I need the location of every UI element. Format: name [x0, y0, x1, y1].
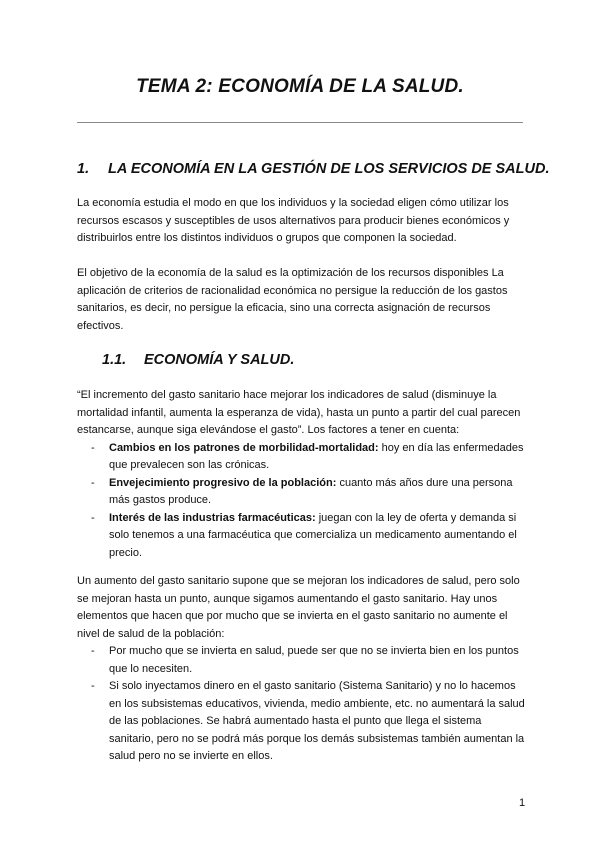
paragraph-text: El objetivo de la economía de la salud es la optimización de los recursos disponibles La aplicación de criterios de racionalidad económica no persigue la reducción de los gastos sanitarios, es decir, no persigue la eficacia, sino una correcta asignación de recursos efectivos. — [77, 267, 508, 332]
factor-label: Interés de las industrias farmacéuticas: — [109, 511, 316, 524]
points-list — [77, 643, 525, 766]
point-text: Por mucho que se invierta en salud, puede ser que no se invierta bien en los puntos que lo necesiten. — [109, 645, 519, 675]
list-item — [77, 510, 525, 563]
section-1-number: 1. — [77, 161, 90, 177]
list-item — [77, 678, 525, 766]
section-1-heading — [77, 161, 549, 177]
section-1-1-intro-block — [77, 387, 525, 562]
section-1-1-intro: “El incremento del gasto sanitario hace mejorar los indicadores de salud (disminuye la mortalidad infantil, aumenta la esperanza de vida), hasta un punto a partir del cual parecen estancarse, aunque siga elevándose el gasto”. Los factores a tener en cuenta: — [77, 389, 521, 436]
factor-label: Cambios en los patrones de morbilidad-mortalidad: — [109, 441, 379, 454]
dash-bullet: - — [91, 645, 95, 657]
factor-text: juegan con la ley de oferta y demanda si solo tenemos a una farmacéutica que comercializa un medicamento aumentando el precio. — [109, 511, 517, 559]
section-1-title: LA ECONOMÍA EN LA GESTIÓN DE LOS SERVICIOS DE SALUD. — [108, 161, 550, 177]
list-item — [77, 643, 525, 678]
section-1-paragraph-2 — [77, 265, 525, 335]
title-divider — [77, 122, 523, 123]
dash-bullet: - — [91, 680, 95, 692]
point-text: Si solo inyectamos dinero en el gasto sanitario (Sistema Sanitario) y no lo hacemos en los subsistemas educativos, vivienda, medio ambiente, etc. no aumentará la salud de las poblaciones. Se habrá aumentado hasta el punto que llega el sistema sanitario, pero no se podrá más porque los demás subsistemas también aumentan la salud pero no se invierte en ellos. — [109, 680, 525, 762]
section-1-1-paragraph-2-block — [77, 573, 525, 766]
section-1-1-heading — [102, 352, 294, 368]
list-item — [77, 440, 525, 475]
factor-text: cuanto más años dure una persona más gastos produce. — [109, 476, 513, 506]
section-1-paragraph-1 — [77, 195, 525, 248]
page-number: 1 — [519, 797, 526, 809]
dash-bullet: - — [91, 511, 95, 524]
dash-bullet: - — [91, 476, 95, 489]
factor-text: hoy en día las enfermedades que prevalecen son las crónicas. — [109, 441, 524, 471]
list-item — [77, 475, 525, 510]
paragraph-text: La economía estudia el modo en que los individuos y la sociedad eligen cómo utilizar los recursos escasos y susceptibles de usos alternativos para producir bienes económicos y distribuirlos entre los distintos individuos o grupos que componen la sociedad. — [77, 197, 510, 244]
section-1-1-paragraph-2: Un aumento del gasto sanitario supone que se mejoran los indicadores de salud, pero solo se mejoran hasta un punto, aunque sigamos aumentando el gasto sanitario. Hay unos elementos que hacen que por mucho que se invierta en el gasto sanitario no aumente el nivel de salud de la población: — [77, 575, 520, 640]
section-1-1-number: 1.1. — [102, 352, 127, 368]
dash-bullet: - — [91, 441, 95, 454]
factor-label: Envejecimiento progresivo de la población: — [109, 476, 337, 489]
factors-list — [77, 440, 525, 563]
document-title: TEMA 2: ECONOMÍA DE LA SALUD. — [136, 76, 464, 97]
section-1-1-title: ECONOMÍA Y SALUD. — [144, 352, 295, 368]
